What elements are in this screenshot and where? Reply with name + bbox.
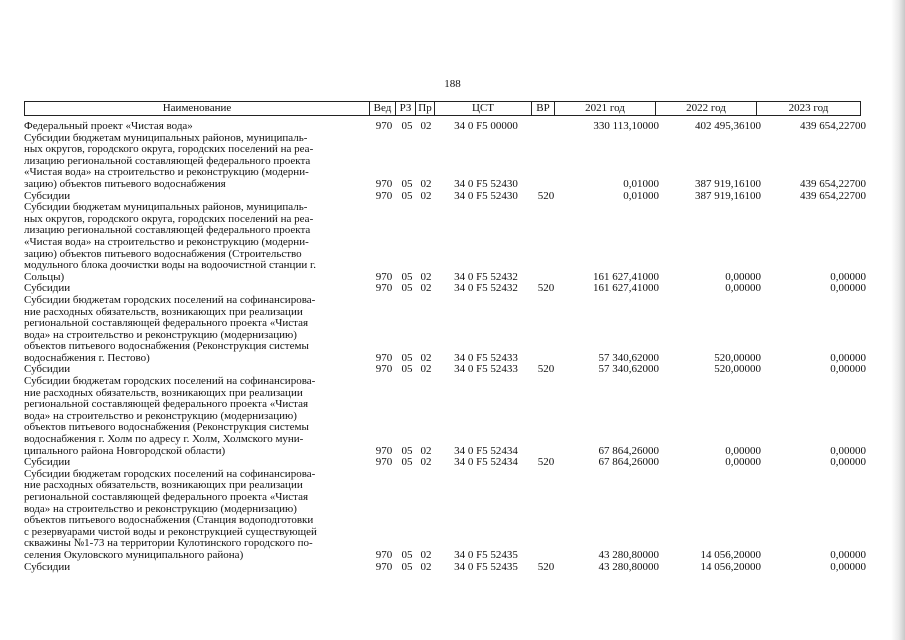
row-ved: 970 (375, 120, 393, 132)
header-2023: 2023 год (757, 102, 861, 116)
row-name: Федеральный проект «Чистая вода» (24, 120, 193, 132)
row-2023: 0,00000 (830, 351, 866, 364)
row-cst: 34 0 F5 52435 (454, 560, 518, 573)
header-name: Наименование (25, 102, 370, 116)
row-ved: 970 (375, 189, 393, 202)
row-rz: 05 (401, 363, 413, 376)
row-2022: 14 056,20000 (700, 548, 761, 561)
row-2022: 0,00000 (725, 444, 761, 457)
row-2021: 57 340,62000 (598, 351, 659, 364)
row-2022: 14 056,20000 (700, 560, 761, 573)
row-pr: 02 (420, 351, 432, 364)
row-pr: 02 (420, 444, 432, 457)
row-2022: 520,00000 (714, 351, 761, 364)
row-name: Субсидии (24, 282, 71, 295)
row-name: Субсидии бюджетам городских поселений на софинансирова- ние расходных обязательств, возникающих при реализации региональной составляющей федерального проекта «Чистая вода» на строительство и реконструкцию (модернизацию) объектов питьевого водоснабжения (Реконструкция системы водоснабжения г. Пестово) (24, 293, 316, 364)
row-name: Субсидии (24, 456, 71, 469)
row-2023: 439 654,22700 (800, 189, 866, 202)
row-pr: 02 (420, 270, 432, 283)
row-rz: 05 (401, 282, 413, 295)
row-rz: 05 (401, 270, 413, 283)
row-name: Субсидии бюджетам городских поселений на софинансирова- ние расходных обязательств, возникающих при реализации региональной составляющей федерального проекта «Чистая вода» на строительство и реконструкцию (модернизацию) объектов питьевого водоснабжения (Реконструкция системы водоснабжения г. Холм по адресу г. Холм, Холмского муни- ципального района Новгородской области) (24, 375, 316, 457)
row-pr: 02 (420, 189, 432, 202)
row-rz: 05 (401, 177, 413, 190)
row-2022: 0,00000 (725, 456, 761, 469)
row-2022: 520,00000 (714, 363, 761, 376)
row-pr: 02 (420, 177, 432, 190)
row-2021: 43 280,80000 (598, 548, 659, 561)
row-2021: 0,01000 (623, 177, 659, 190)
row-cst: 34 0 F5 52430 (454, 189, 518, 202)
row-rz: 05 (401, 120, 413, 132)
row-2023: 0,00000 (830, 548, 866, 561)
table-header (24, 101, 861, 116)
row-pr: 02 (420, 363, 432, 376)
row-2022: 402 495,36100 (695, 120, 761, 132)
row-ved: 970 (375, 548, 393, 561)
row-vr: 520 (537, 189, 555, 202)
row-pr: 02 (420, 560, 432, 573)
row-ved: 970 (375, 363, 393, 376)
row-rz: 05 (401, 444, 413, 457)
row-pr: 02 (420, 282, 432, 295)
table-row (24, 376, 874, 457)
row-rz: 05 (401, 456, 413, 469)
row-2023: 0,00000 (830, 270, 866, 283)
header-2021: 2021 год (555, 102, 656, 116)
row-2023: 0,00000 (830, 363, 866, 376)
row-cst: 34 0 F5 52433 (454, 351, 518, 364)
row-name: Субсидии бюджетам муниципальных районов, муниципаль- ных округов, городского округа, городских поселений на реа- лизацию региональной составляющей федерального проекта «Чистая вода» на строительство и реконструкцию (модерни- зацию) объектов питьевого водоснабжения (24, 131, 314, 190)
row-vr: 520 (537, 282, 555, 295)
header-vr: ВР (532, 102, 555, 116)
row-name: Субсидии бюджетам городских поселений на софинансирова- ние расходных обязательств, возникающих при реализации региональной составляющей федерального проекта «Чистая вода» на строительство и реконструкцию (модернизацию) объектов питьевого водоснабжения (Станция водоподготовки с резервуарами чистой воды и реконструкцией существующей скважины №1-73 на территории Кулотинского городского по- селения Окуловского муниципального района) (24, 467, 317, 561)
row-2023: 0,00000 (830, 444, 866, 457)
row-2022: 0,00000 (725, 270, 761, 283)
table-body (24, 121, 874, 573)
row-rz: 05 (401, 189, 413, 202)
header-pr: Пр (416, 102, 435, 116)
row-vr: 520 (537, 560, 555, 573)
row-cst: 34 0 F5 00000 (454, 120, 518, 132)
row-cst: 34 0 F5 52435 (454, 548, 518, 561)
header-2022: 2022 год (656, 102, 757, 116)
row-2021: 161 627,41000 (593, 270, 659, 283)
table-row (24, 121, 874, 133)
scan-edge-shadow (891, 0, 905, 640)
row-ved: 970 (375, 282, 393, 295)
table-row (24, 562, 874, 574)
row-ved: 970 (375, 351, 393, 364)
row-2021: 330 113,10000 (593, 120, 659, 132)
row-2022: 0,00000 (725, 282, 761, 295)
page-number: 188 (444, 78, 461, 90)
row-cst: 34 0 F5 52432 (454, 282, 518, 295)
row-vr: 520 (537, 363, 555, 376)
row-cst: 34 0 F5 52433 (454, 363, 518, 376)
row-cst: 34 0 F5 52432 (454, 270, 518, 283)
table-row (24, 469, 874, 562)
row-name: Субсидии (24, 363, 71, 376)
row-pr: 02 (420, 120, 432, 132)
row-2021: 67 864,26000 (598, 444, 659, 457)
row-vr: 520 (537, 456, 555, 469)
row-ved: 970 (375, 177, 393, 190)
header-rz: РЗ (396, 102, 416, 116)
row-ved: 970 (375, 456, 393, 469)
row-2023: 0,00000 (830, 282, 866, 295)
table-row (24, 295, 874, 365)
row-2023: 439 654,22700 (800, 120, 866, 132)
row-2022: 387 919,16100 (695, 189, 761, 202)
row-cst: 34 0 F5 52434 (454, 444, 518, 457)
row-2021: 0,01000 (623, 189, 659, 202)
row-pr: 02 (420, 548, 432, 561)
row-rz: 05 (401, 548, 413, 561)
row-rz: 05 (401, 560, 413, 573)
row-cst: 34 0 F5 52434 (454, 456, 518, 469)
table-row (24, 202, 874, 283)
row-rz: 05 (401, 351, 413, 364)
row-2023: 0,00000 (830, 456, 866, 469)
row-2021: 67 864,26000 (598, 456, 659, 469)
table-row (24, 133, 874, 191)
row-ved: 970 (375, 560, 393, 573)
row-2022: 387 919,16100 (695, 177, 761, 190)
row-name: Субсидии (24, 189, 71, 202)
row-pr: 02 (420, 456, 432, 469)
row-ved: 970 (375, 444, 393, 457)
row-cst: 34 0 F5 52430 (454, 177, 518, 190)
header-ved: Вед (370, 102, 396, 116)
row-name: Субсидии бюджетам муниципальных районов, муниципаль- ных округов, городского округа, городских поселений на реа- лизацию региональной составляющей федерального проекта «Чистая вода» на строительство и реконструкцию (модерни- зацию) объектов питьевого водоснабжения (Строительство модульного блока доочистки воды на водоочистной станции г. Сольцы) (24, 201, 316, 283)
row-2021: 43 280,80000 (598, 560, 659, 573)
row-2021: 161 627,41000 (593, 282, 659, 295)
row-2023: 439 654,22700 (800, 177, 866, 190)
row-2021: 57 340,62000 (598, 363, 659, 376)
row-2023: 0,00000 (830, 560, 866, 573)
row-name: Субсидии (24, 560, 71, 573)
row-ved: 970 (375, 270, 393, 283)
header-cst: ЦСТ (435, 102, 532, 116)
